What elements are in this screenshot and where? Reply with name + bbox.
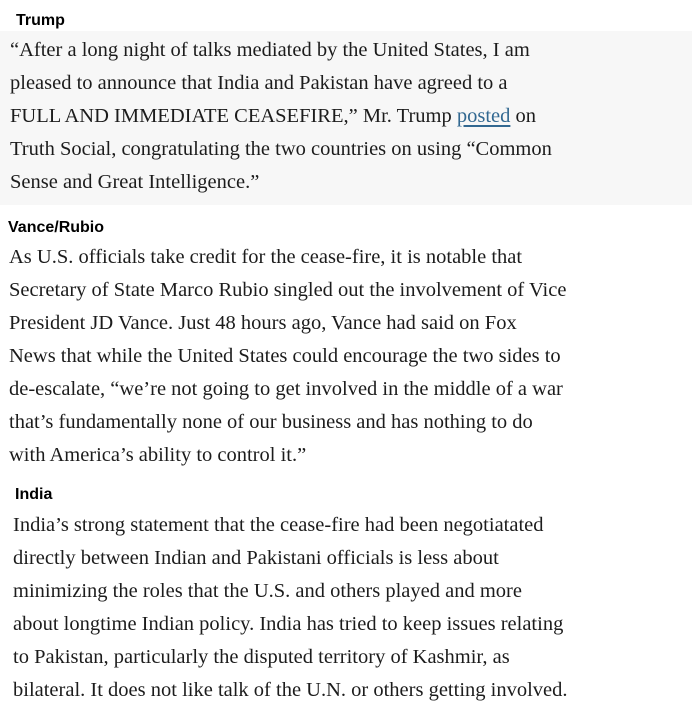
paragraph-line: India’s strong statement that the cease-fire had been negotiatated: [13, 514, 544, 536]
paragraph-line: Truth Social, congratulating the two countries on using “Common: [10, 138, 552, 160]
paragraph-line: Sense and Great Intelligence.”: [10, 171, 260, 193]
trump-paragraph: [10, 34, 552, 199]
paragraph-line: [10, 100, 552, 133]
paragraph-line: News that while the United States could encourage the two sides to: [9, 345, 561, 367]
paragraph-line: with America’s ability to control it.”: [9, 444, 307, 466]
paragraph-line: that’s fundamentally none of our business and has nothing to do: [9, 411, 533, 433]
paragraph-line: to Pakistan, particularly the disputed territory of Kashmir, as: [13, 646, 510, 668]
paragraph-line: pleased to announce that India and Pakistan have agreed to a: [10, 72, 508, 94]
section-label-india: India: [15, 486, 53, 503]
paragraph-line: bilateral. It does not like talk of the U.N. or others getting involved.: [13, 679, 568, 701]
section-label-vance-rubio: Vance/Rubio: [8, 219, 105, 236]
posted-link[interactable]: posted: [456, 105, 511, 127]
paragraph-line: de-escalate, “we’re not going to get involved in the middle of a war: [9, 378, 563, 400]
section-label-trump: Trump: [16, 12, 65, 29]
paragraph-text: FULL AND IMMEDIATE CEASEFIRE,” Mr. Trump: [10, 105, 457, 127]
paragraph-line: minimizing the roles that the U.S. and others played and more: [13, 580, 522, 602]
paragraph-line: about longtime Indian policy. India has tried to keep issues relating: [13, 613, 564, 635]
paragraph-line: As U.S. officials take credit for the cease-fire, it is notable that: [9, 246, 523, 268]
paragraph-line: President JD Vance. Just 48 hours ago, Vance had said on Fox: [9, 312, 517, 334]
paragraph-line: “After a long night of talks mediated by the United States, I am: [10, 39, 530, 61]
paragraph-line: Secretary of State Marco Rubio singled out the involvement of Vice: [9, 279, 567, 301]
paragraph-line: directly between Indian and Pakistani officials is less about: [13, 547, 499, 569]
vance-rubio-paragraph: [9, 241, 566, 472]
india-paragraph: [13, 509, 568, 707]
paragraph-text: on: [510, 105, 537, 127]
